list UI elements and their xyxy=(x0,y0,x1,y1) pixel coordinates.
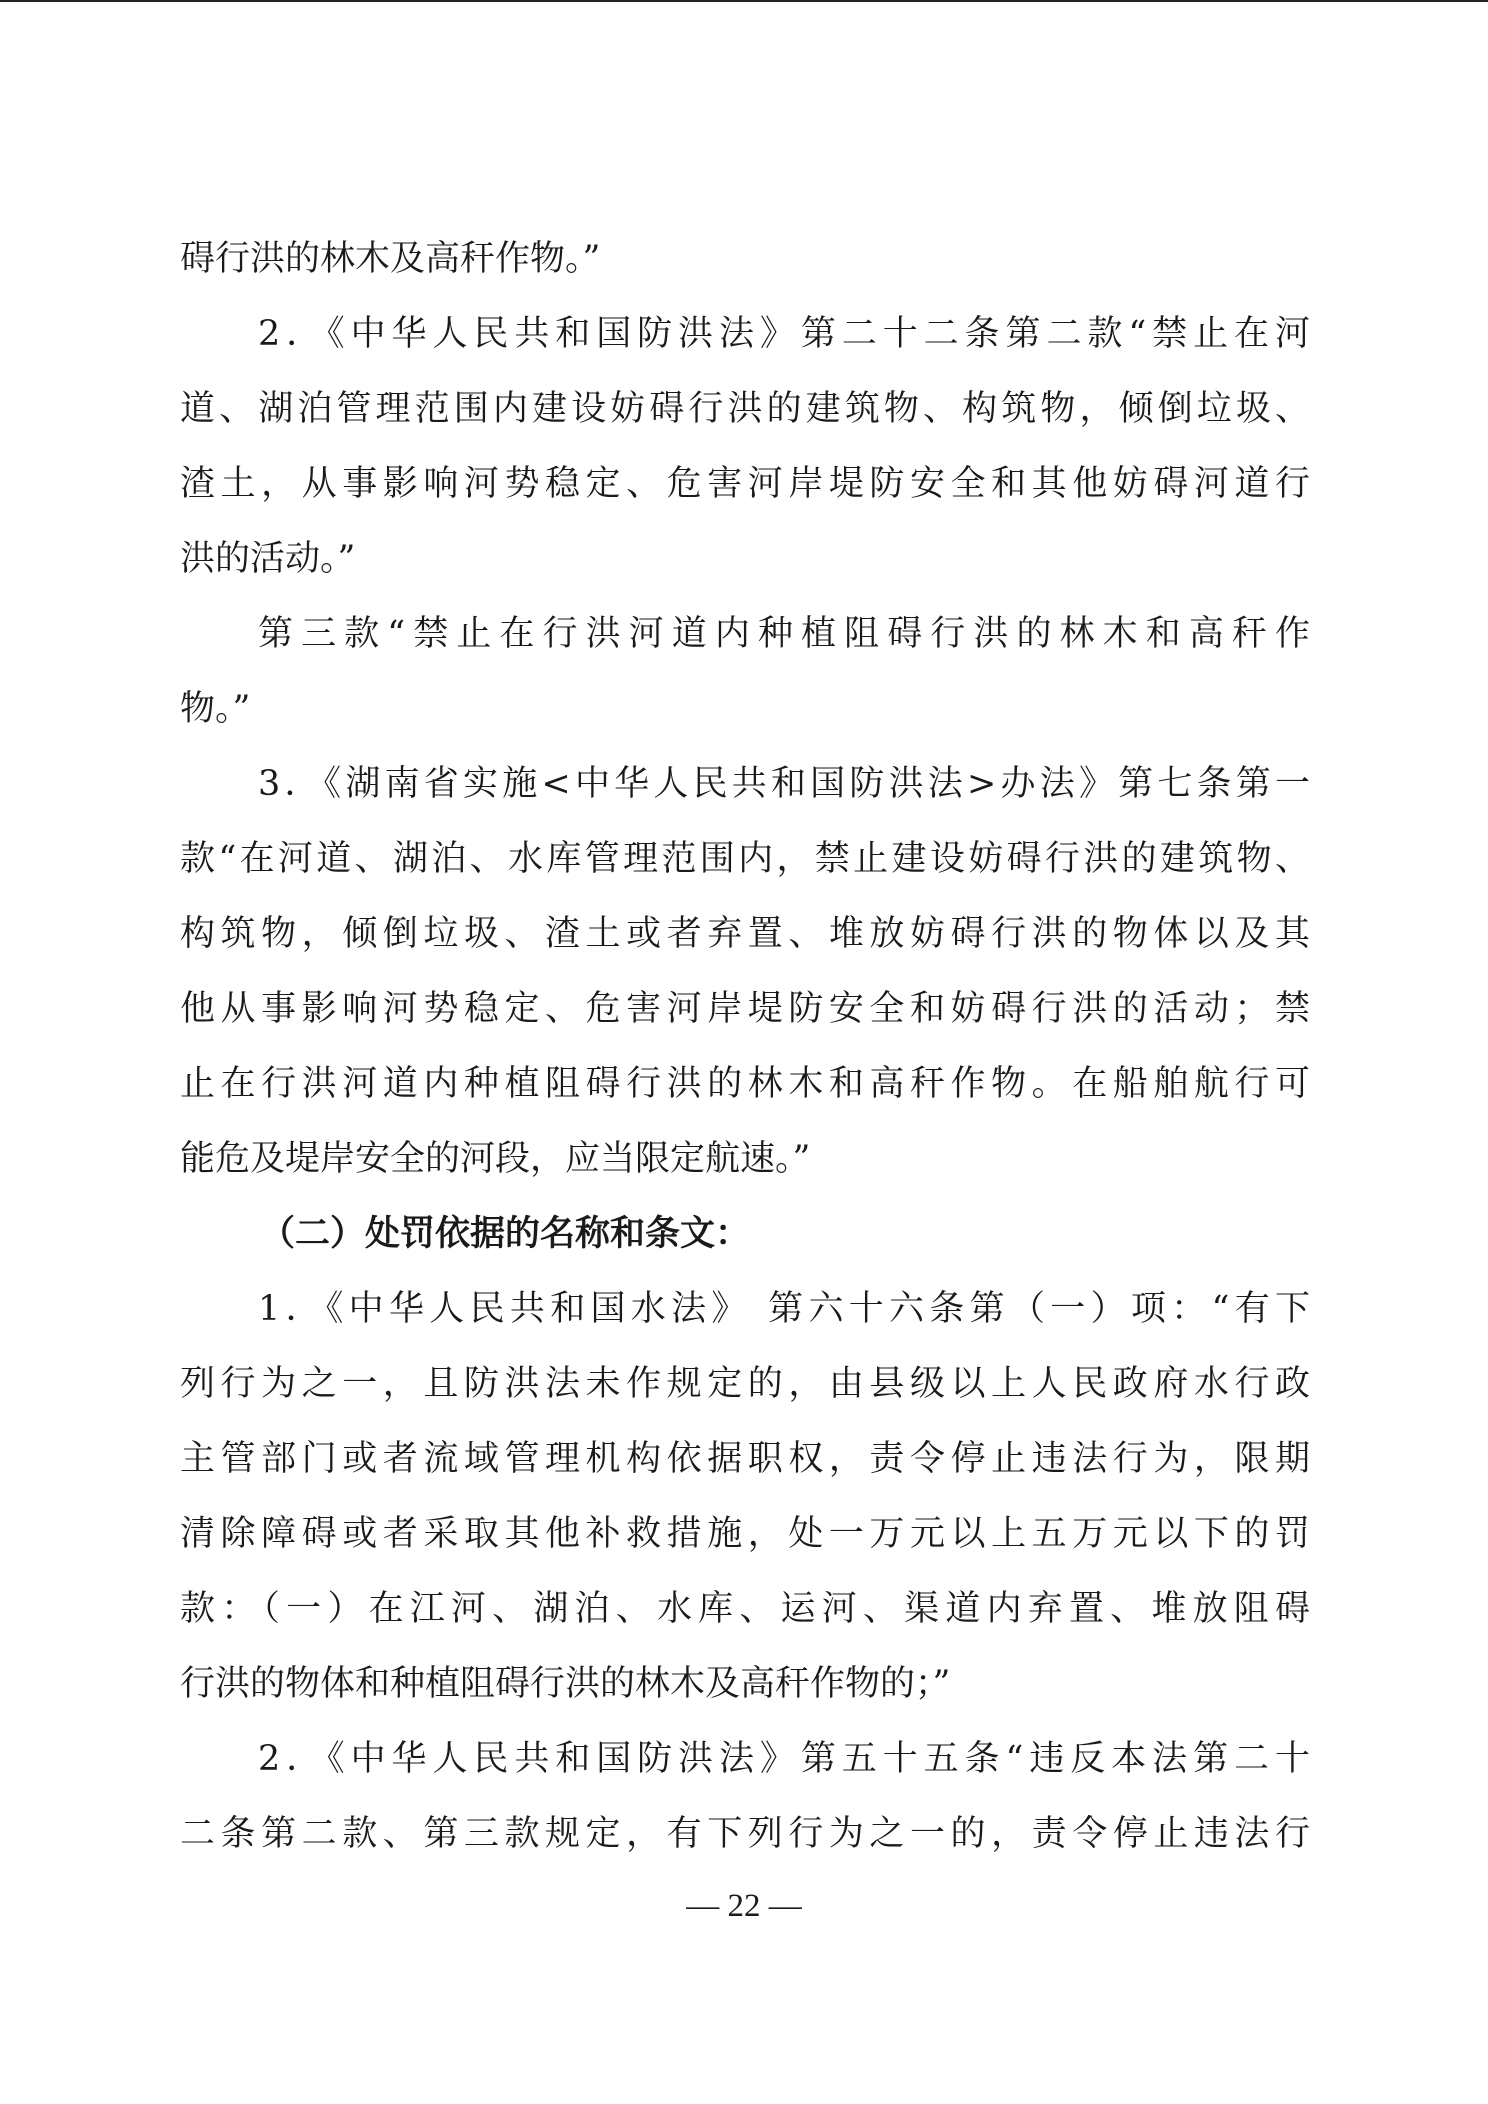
text-line: 第三款“禁止在行洪河道内种植阻碍行洪的林木和高秆作 xyxy=(258,614,1310,654)
top-border-line xyxy=(0,0,1488,2)
text-line: 3．《湖南省实施<中华人民共和国防洪法>办法》第七条第一 xyxy=(258,764,1310,804)
text-line: 他从事影响河势稳定、危害河岸堤防安全和妨碍行洪的活动；禁 xyxy=(180,989,1310,1029)
text-line: 1．《中华人民共和国水法》 第六十六条第（一）项：“有下 xyxy=(258,1289,1310,1329)
text-line: 清除障碍或者采取其他补救措施，处一万元以上五万元以下的罚 xyxy=(180,1514,1310,1554)
text-line: 碍行洪的林木及高秆作物。” xyxy=(180,239,601,279)
text-line: 道、湖泊管理范围内建设妨碍行洪的建筑物、构筑物，倾倒垃圾、 xyxy=(180,389,1310,429)
text-line: 列行为之一，且防洪法未作规定的，由县级以上人民政府水行政 xyxy=(180,1364,1310,1404)
text-line: 洪的活动。” xyxy=(180,539,356,579)
text-line: 2．《中华人民共和国防洪法》第二十二条第二款“禁止在河 xyxy=(258,314,1310,354)
text-line: 款“在河道、湖泊、水库管理范围内，禁止建设妨碍行洪的建筑物、 xyxy=(180,839,1310,879)
text-line: 能危及堤岸安全的河段，应当限定航速。” xyxy=(180,1139,811,1179)
text-line: 行洪的物体和种植阻碍行洪的林木及高秆作物的；” xyxy=(180,1664,951,1704)
text-line: 二条第二款、第三款规定，有下列行为之一的，责令停止违法行 xyxy=(180,1814,1310,1854)
section-heading: （二）处罚依据的名称和条文： xyxy=(260,1214,751,1254)
text-line: 款：（一）在江河、湖泊、水库、运河、渠道内弃置、堆放阻碍 xyxy=(180,1589,1310,1629)
text-line: 止在行洪河道内种植阻碍行洪的林木和高秆作物。在船舶航行可 xyxy=(180,1064,1310,1104)
text-line: 主管部门或者流域管理机构依据职权，责令停止违法行为，限期 xyxy=(180,1439,1310,1479)
text-line: 渣土，从事影响河势稳定、危害河岸堤防安全和其他妨碍河道行 xyxy=(180,464,1310,504)
text-line: 物。” xyxy=(180,689,251,729)
text-line: 构筑物，倾倒垃圾、渣土或者弃置、堆放妨碍行洪的物体以及其 xyxy=(180,914,1310,954)
document-page xyxy=(180,222,1310,1872)
text-line: 2．《中华人民共和国防洪法》第五十五条“违反本法第二十 xyxy=(258,1739,1310,1779)
page-number: — 22 — xyxy=(686,1888,802,1924)
